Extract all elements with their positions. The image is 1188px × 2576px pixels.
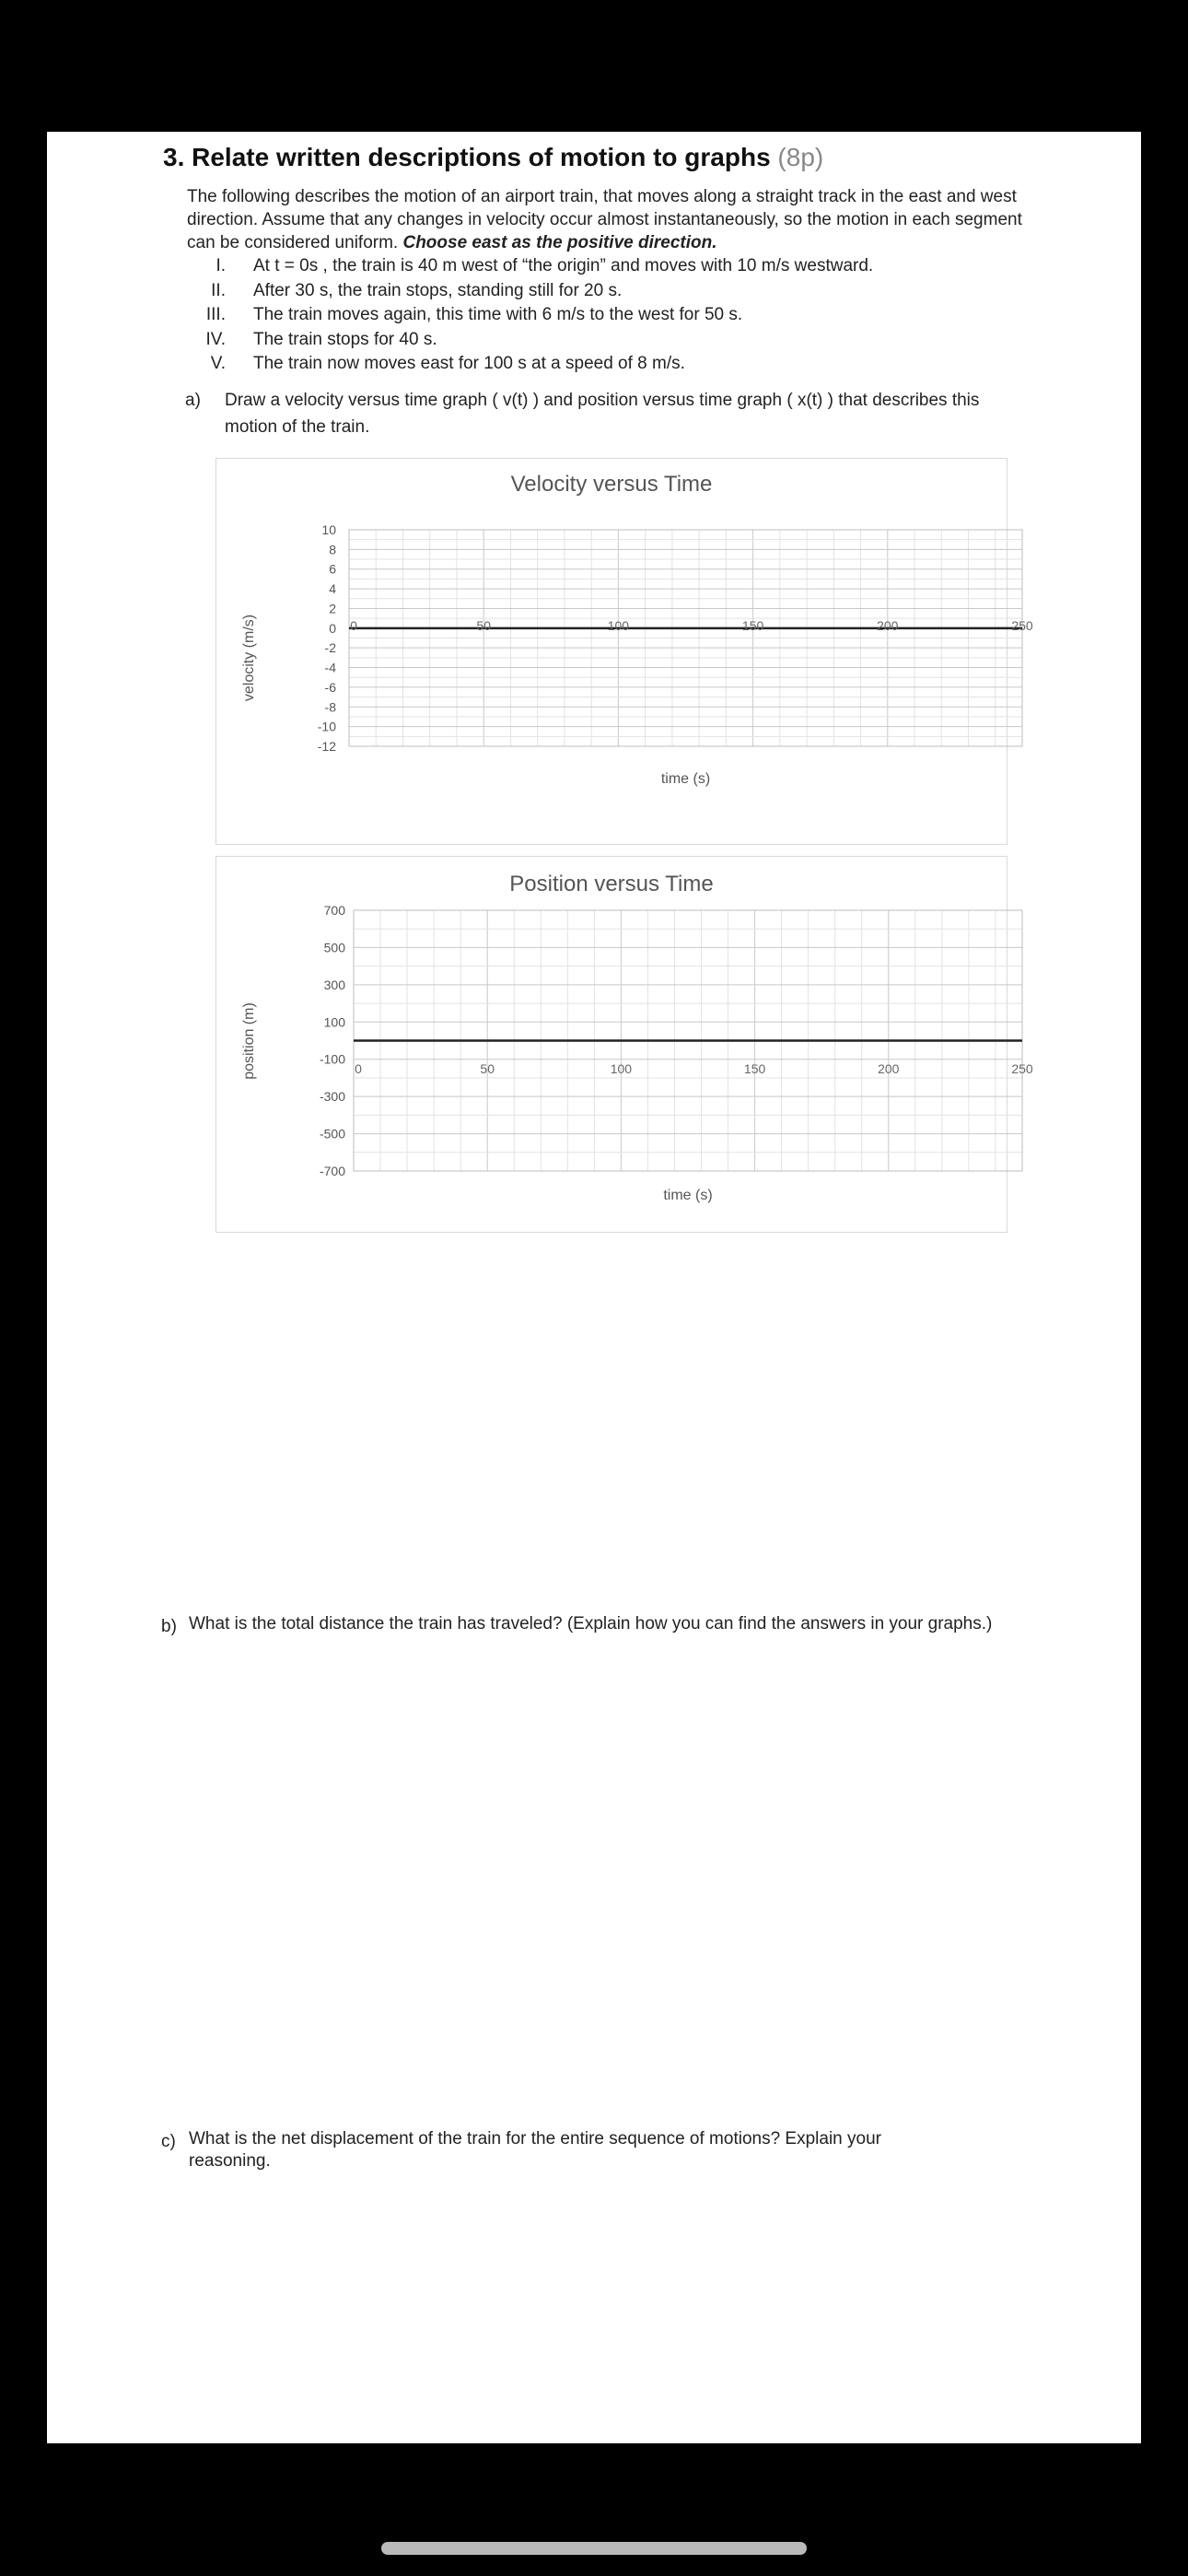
position-chart-plot[interactable] bbox=[216, 857, 1033, 1232]
x-tick-label: 100 bbox=[607, 618, 630, 633]
y-tick-label: -2 bbox=[324, 640, 336, 656]
y-tick-label: -10 bbox=[317, 719, 336, 734]
list-item bbox=[194, 352, 1023, 377]
y-tick-label: 300 bbox=[323, 977, 345, 992]
part-c-label: c) bbox=[161, 2132, 176, 2151]
segment-text: After 30 s, the train stops, standing still for 20 s. bbox=[253, 280, 623, 300]
velocity-chart-plot[interactable] bbox=[216, 459, 1033, 844]
x-tick-label: 50 bbox=[480, 1061, 495, 1076]
question-number: 3. bbox=[163, 143, 185, 171]
segment-number: I. bbox=[215, 256, 226, 275]
y-tick-label: -300 bbox=[319, 1089, 345, 1105]
segment-number: IV. bbox=[205, 329, 226, 349]
y-tick-label: 700 bbox=[323, 903, 345, 918]
intro-emphasis: Choose east as the positive direction. bbox=[402, 233, 717, 252]
y-tick-label: -12 bbox=[317, 739, 336, 754]
segment-text: The train now moves east for 100 s at a speed of 8 m/s. bbox=[253, 354, 685, 373]
y-tick-label: -700 bbox=[319, 1164, 345, 1178]
y-tick-label: -4 bbox=[324, 660, 336, 675]
y-tick-label: 4 bbox=[329, 581, 336, 597]
y-tick-label: 500 bbox=[323, 940, 345, 955]
y-tick-label: -6 bbox=[324, 679, 336, 695]
x-axis-label: time (s) bbox=[663, 1188, 713, 1203]
velocity-chart-title: Velocity versus Time bbox=[510, 472, 713, 497]
question-title bbox=[163, 143, 823, 172]
x-tick-label: 50 bbox=[476, 618, 491, 633]
position-chart-title: Position versus Time bbox=[509, 872, 714, 896]
segment-text: At t = 0s , the train is 40 m west of “the origin” and moves with 10 m/s westward. bbox=[253, 256, 874, 275]
segment-number: III. bbox=[205, 305, 226, 324]
x-tick-label: 200 bbox=[878, 1061, 900, 1076]
segment-text: The train moves again, this time with 6 m/s to the west for 50 s. bbox=[253, 305, 743, 324]
list-item bbox=[194, 279, 1023, 304]
question-title-text: Relate written descriptions of motion to graphs bbox=[192, 143, 771, 171]
x-tick-label: 0 bbox=[355, 1061, 362, 1076]
part-b-label: b) bbox=[161, 1617, 177, 1636]
y-tick-label: -500 bbox=[319, 1126, 345, 1142]
part-c-text: What is the net displacement of the train for the entire sequence of motions? Explain your reasoning. bbox=[189, 2129, 881, 2171]
segment-text: The train stops for 40 s. bbox=[253, 329, 437, 349]
y-tick-label: 0 bbox=[329, 620, 336, 636]
worksheet-page bbox=[47, 132, 1141, 2443]
intro-text: The following describes the motion of an airport train, that moves along a straight track in the east and west direction. Assume that any changes in velocity occur almost instantaneously, so the motion in each segment can be considered uniform. bbox=[187, 187, 1022, 252]
y-tick-label: 10 bbox=[321, 522, 336, 537]
motion-segments-list bbox=[194, 254, 1023, 377]
y-axis-label: position (m) bbox=[241, 1002, 257, 1080]
y-tick-label: 100 bbox=[323, 1014, 345, 1030]
segment-number: V. bbox=[210, 354, 226, 373]
question-points: (8p) bbox=[777, 143, 824, 171]
list-item bbox=[194, 328, 1023, 353]
x-tick-label: 150 bbox=[741, 618, 764, 633]
part-a-label: a) bbox=[185, 391, 201, 410]
part-a-text: Draw a velocity versus time graph ( v(t) ) and position versus time graph ( x(t) ) that describes this motion of the train. bbox=[225, 391, 980, 437]
y-tick-label: 8 bbox=[329, 542, 336, 557]
x-tick-label: 250 bbox=[1011, 618, 1033, 633]
x-tick-label: 250 bbox=[1011, 1061, 1033, 1076]
y-tick-label: 6 bbox=[329, 561, 336, 577]
x-tick-label: 150 bbox=[743, 1061, 766, 1076]
x-tick-label: 0 bbox=[350, 618, 357, 633]
list-item bbox=[194, 303, 1023, 328]
x-tick-label: 100 bbox=[610, 1061, 633, 1076]
position-chart bbox=[215, 856, 1033, 1233]
part-b-text: What is the total distance the train has traveled? (Explain how you can find the answers in your graphs.) bbox=[189, 1614, 993, 1633]
y-tick-label: -100 bbox=[319, 1051, 345, 1067]
y-tick-label: 2 bbox=[329, 601, 336, 616]
x-tick-label: 200 bbox=[877, 618, 899, 633]
y-axis-label: velocity (m/s) bbox=[241, 614, 257, 702]
list-item bbox=[194, 254, 1023, 279]
part-a bbox=[185, 387, 1060, 442]
part-b bbox=[161, 1613, 1036, 1669]
intro-paragraph bbox=[187, 185, 1053, 254]
y-tick-label: -8 bbox=[324, 699, 336, 715]
part-c bbox=[161, 2128, 1036, 2184]
velocity-chart bbox=[215, 458, 1033, 845]
x-axis-label: time (s) bbox=[660, 771, 711, 787]
segment-number: II. bbox=[211, 280, 226, 300]
home-indicator[interactable] bbox=[381, 2542, 807, 2555]
